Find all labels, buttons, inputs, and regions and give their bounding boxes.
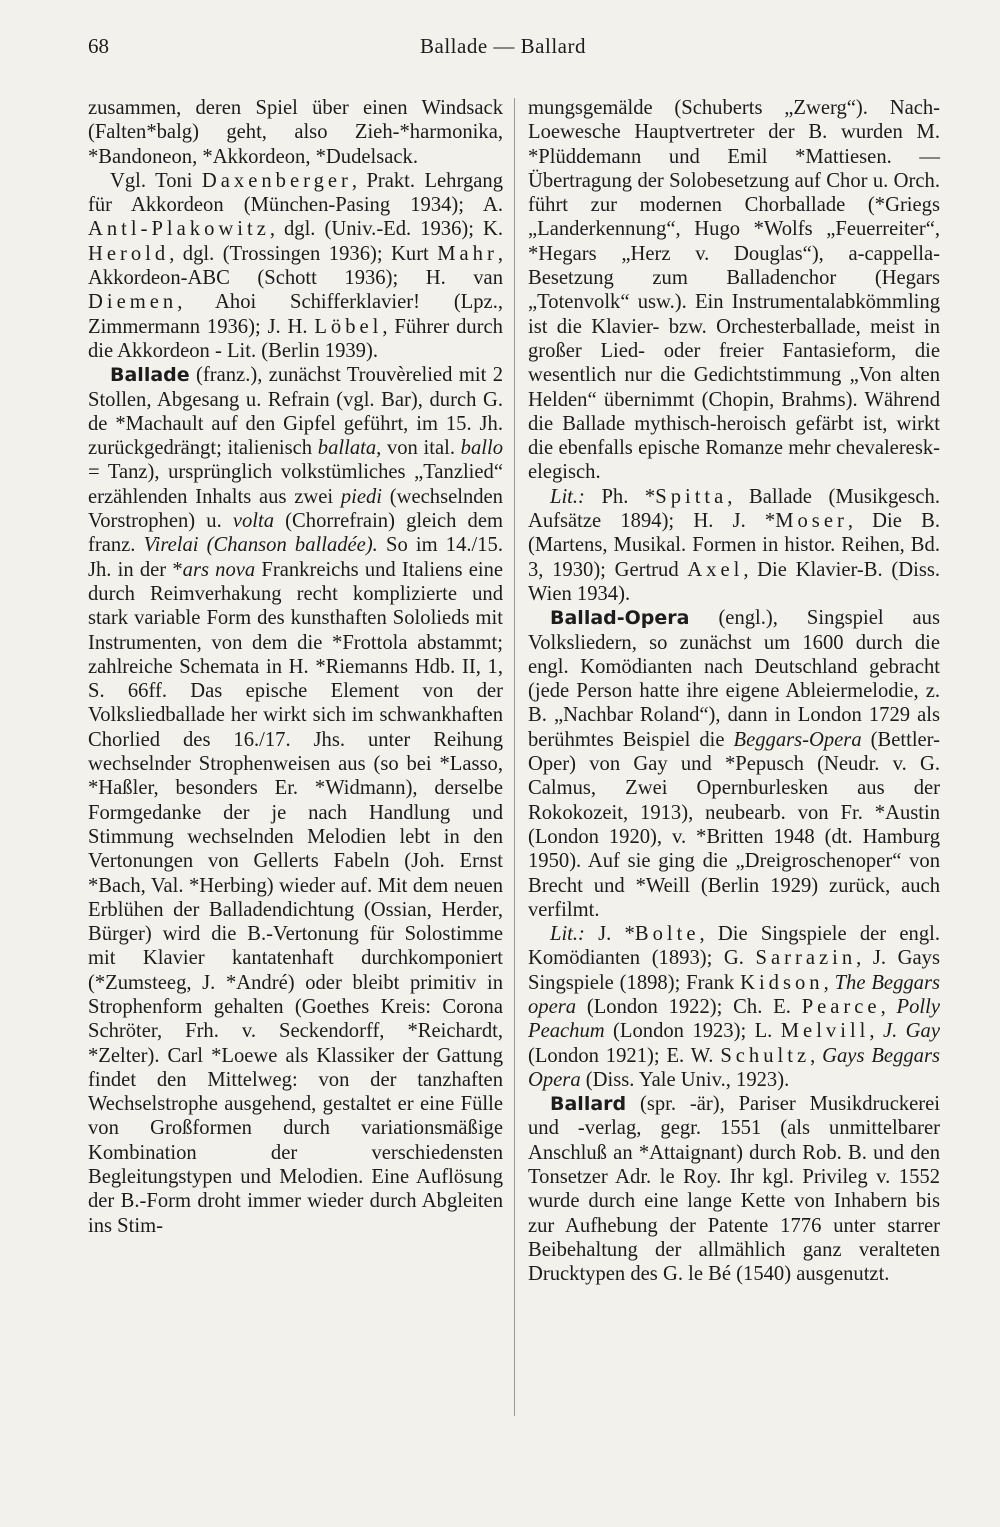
author-name: Moser — [775, 510, 848, 533]
ballade-literature: Lit.: Ph. *Spitta, Ballade (Musikgesch. Aufsätze 1894); H. J. *Moser, Die B. (Martens, Musikal. Formen in histor. Reihen, Bd. 3, 1930); Gertrud Axel, Die Klavier-B. (Diss. Wien 1934). — [528, 485, 940, 605]
ballad-opera-literature: Lit.: J. *Bolte, Die Singspiele der engl. Komödianten (1893); G. Sarrazin, J. Gays Singspiele (1898); Frank Kidson, The Beggars opera (London 1922); Ch. E. Pearce, Polly Peachum (London 1923); L. Melvill, J. Gay (London 1921); E. W. Schultz, Gays Beggars Opera (Diss. Yale Univ., 1923). — [528, 923, 941, 1091]
author-name: Pearce — [801, 995, 881, 1018]
author-name: Diemen — [88, 291, 178, 314]
author-name: Schultz — [720, 1044, 811, 1067]
ballade-entry-continued: mungsgemälde (Schuberts „Zwerg“). Nach-Loewesche Hauptvertreter der B. wurden M. *Plüddemann und Emil *Mattiesen. — Übertragung der Solobesetzung auf Chor u. Orch. führt zur modernen Chorballade (*Griegs „Landerkennung“, Hugo *Wolfs „Feuerreiter“, *Hegars „Herz v. Douglas“), a-cappella-Besetzung zum Balladenchor (Hegars „Totenvolk“ usw.). Ein Instrumentalabkömmling ist die Klavier- bzw. Orchesterballade, meist in großer Lied- oder freier Fantasieform, die wesentlich nur die Gedichtstimmung „Von alten Helden“ übernimmt (Chopin, Brahms). Während die Ballade mythisch-heroisch gefärbt ist, wirkt die ebenfalls epische Romanze mehr chevaleresk-elegisch. — [528, 97, 940, 484]
author-name: Löbel — [314, 315, 383, 338]
running-head: Ballade — Ballard — [420, 34, 586, 58]
author-name: Antl-Plakowitz — [88, 218, 270, 241]
author-name: Herold — [88, 242, 170, 265]
author-name: Bolte — [634, 923, 700, 946]
author-name: Mahr — [437, 242, 498, 265]
column-divider — [514, 98, 515, 1416]
author-name: Daxenberger — [201, 169, 352, 192]
akkordeon-entry-tail: zusammen, deren Spiel über einen Windsack (Falten*balg) geht, also Zieh-*harmonika, *Bandoneon, *Akkordeon, *Dudelsack. — [88, 97, 503, 168]
entry-headword: Ballad-Opera — [550, 607, 690, 630]
akkordeon-literature: Vgl. Toni Daxenberger, Prakt. Lehrgang für Akkordeon (München-Pasing 1934); A. Antl-Plakowitz, dgl. (Univ.-Ed. 1936); K. Herold, dgl. (Trossingen 1936); Kurt Mahr, Akkordeon-ABC (Schott 1936); H. van Diemen, Ahoi Schifferklavier! (Lpz., Zimmermann 1936); J. H. Löbel, Führer durch die Akkordeon - Lit. (Berlin 1939). — [88, 169, 503, 362]
left-column — [88, 96, 503, 1238]
right-column — [528, 96, 940, 1287]
ballard-entry: Ballard (spr. -är), Pariser Musikdruckerei und -verlag, gegr. 1551 (als unmittelbarer Anschluß an *Attaignant) durch Rob. B. und den Tonsetzer Adr. le Roy. Ihr kgl. Privileg v. 1552 wurde durch eine lange Kette von Inhabern bis zur Aufhebung der Patente 1776 unter starrer Beibehaltung der allmählich ganz veralteten Drucktypen des G. le Bé (1540) ausgenutzt. — [528, 1093, 940, 1286]
author-name: Melvill — [780, 1020, 870, 1043]
page-number: 68 — [88, 34, 109, 58]
entry-headword: Ballade — [110, 364, 190, 387]
author-name: Spitta — [655, 485, 728, 508]
author-name: Sarrazin — [755, 947, 857, 970]
entry-headword: Ballard — [550, 1093, 627, 1116]
page-header — [88, 34, 918, 64]
ballade-entry: Ballade (franz.), zunächst Trouvèrelied mit 2 Stollen, Abgesang u. Refrain (vgl. Bar), durch G. de *Machault auf den Gipfel geführt, im 15. Jh. zurückgedrängt; italienisch ballata, von ital. ballo = Tanz), ursprünglich volkstümliches „Tanzlied“ erzählenden Inhalts aus zwei piedi (wechselnden Vorstrophen) u. volta (Chorrefrain) gleich dem franz. Virelai (Chanson balladée). So im 14./15. Jh. in der *ars nova Frankreichs und Italiens eine durch Reimverhakung recht komplizierte und stark variable Form des kunsthaften Sololieds mit Instrumenten, von dem die *Frottola abstammt; zahlreiche Schemata in H. *Riemanns Hdb. II, 1, S. 66ff. Das epische Element von der Volksliedballade her wirkt sich im schwankhaften Chorlied des 16./17. Jhs. unter Reihung wechselnder Strophenweisen aus (so bei *Lasso, *Haßler, besonders Er. *Widmann), derselbe Formgedanke der je nach Handlung und Stimmung wechselnden Melodien lebt in den Vertonungen von Gellerts Fabeln (Joh. Ernst *Bach, Val. *Herbing) wieder auf. Mit dem neuen Erblühen der Balladendichtung (Ossian, Herder, Bürger) wird die B.-Vertonung für Solostimme mit Klavier kantatenhaft durchkomponiert (*Zumsteeg, J. *André) oder bleibt primitiv in Strophenform gehalten (Goethes Kreis: Corona Schröter, Frh. v. Seckendorff, *Reichardt, *Zelter). Carl *Loewe als Klassiker der Gattung findet den Mittelweg: von der tanzhaften Wechselstrophe ausgehend, gestaltet er eine Fülle von Großformen durch variationsmäßige Kombination der verschiedensten Begleitungstypen und Melodien. Eine Auflösung der B.-Form droht immer wieder durch Abgleiten ins Stim- — [88, 364, 504, 1237]
ballad-opera-entry: Ballad-Opera (engl.), Singspiel aus Volksliedern, so zunächst um 1600 durch die engl. Komödianten nach Deutschland gebracht (jede Person hatte ihre eigene Ableiermelodie, z. B. „Nachbar Roland“), dann in London 1729 als berühmtes Beispiel die Beggars-Opera (Bettler-Oper) von Gay und *Pepusch (Neudr. v. G. Calmus, Zwei Opernburlesken aus der Rokokozeit, 1913), neubearb. von Fr. *Austin (London 1920), v. *Britten 1948 (dt. Hamburg 1950). Auf sie ging die „Dreigroschenoper“ von Brecht und *Weill (Berlin 1929) zurück, auch verfilmt. — [528, 607, 940, 921]
author-name: Kidson — [740, 971, 824, 994]
author-name: Axel — [687, 558, 744, 581]
